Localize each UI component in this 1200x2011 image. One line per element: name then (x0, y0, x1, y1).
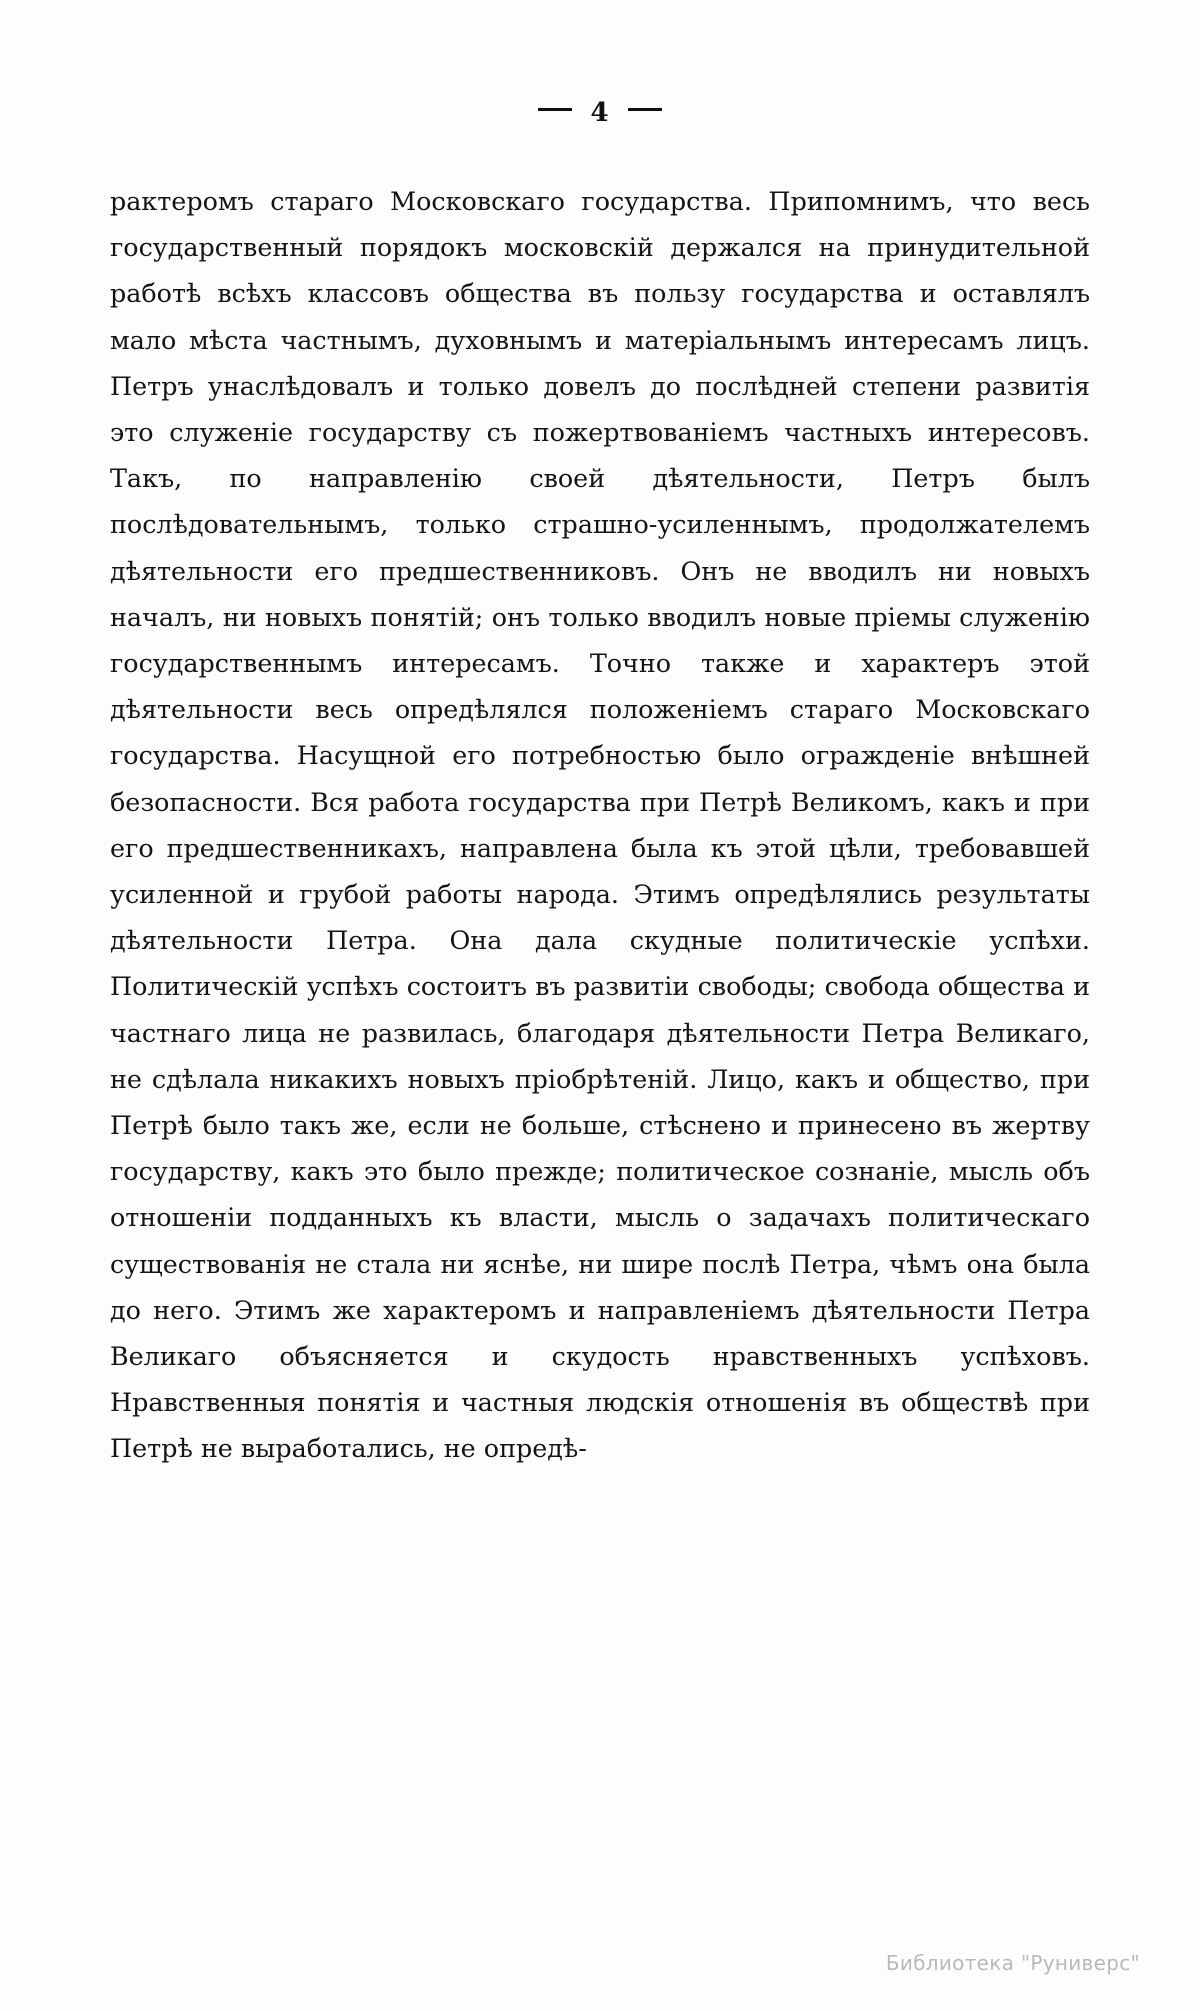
header-dash-left (538, 108, 572, 111)
page-header (0, 96, 1200, 128)
header-dash-right (628, 108, 662, 111)
paragraph-main: рактеромъ стараго Московскаго государства. Припомнимъ, что весь государственный порядокъ московскiй держался на принудительной работѣ всѣхъ классовъ общества въ пользу государства и оставлялъ мало мѣста частнымъ, духовнымъ и матерiальнымъ интересамъ лицъ. Петръ унаслѣдовалъ и только довелъ до послѣдней степени развитiя это служенiе государству съ пожертвованiемъ частныхъ интересовъ. Такъ, по направленiю своей дѣятельности, Петръ былъ послѣдовательнымъ, только страшно-усиленнымъ, продолжателемъ дѣятельности его предшественниковъ. Онъ не вводилъ ни новыхъ началъ, ни новыхъ понятiй; онъ только вводилъ новые прiемы служенiю государственнымъ интересамъ. Точно также и характеръ этой дѣятельности весь опредѣлялся положенiемъ стараго Московскаго государства. Насущной его потребностью было огражденiе внѣшней безопасности. Вся работа государства при Петрѣ Великомъ, какъ и при его предшественникахъ, направлена была къ этой цѣли, требовавшей усиленной и грубой работы народа. Этимъ опредѣлялись результаты дѣятельности Петра. Она дала скудные политическiе успѣхи. Политическiй успѣхъ состоитъ въ развитiи свободы; свобода общества и частнаго лица не развилась, благодаря дѣятельности Петра Великаго, не сдѣлала никакихъ новыхъ прiобрѣтенiй. Лицо, какъ и общество, при Петрѣ было такъ же, если не больше, стѣснено и принесено въ жертву государству, какъ это было прежде; политическое сознанiе, мысль объ отношенiи подданныхъ къ власти, мысль о задачахъ политическаго существованiя не стала ни яснѣе, ни шире послѣ Петра, чѣмъ она была до него. Этимъ же характеромъ и направленiемъ дѣятельности Петра Великаго объясняется и скудость нравственныхъ успѣховъ. Нравственныя понятiя и частныя людскiя отношенiя въ обществѣ при Петрѣ не выработались, не опредѣ- (110, 186, 1090, 1464)
library-watermark: Библиотека "Руниверс" (885, 1951, 1140, 1975)
page-number: 4 (590, 97, 610, 128)
body-text (110, 178, 1090, 1472)
